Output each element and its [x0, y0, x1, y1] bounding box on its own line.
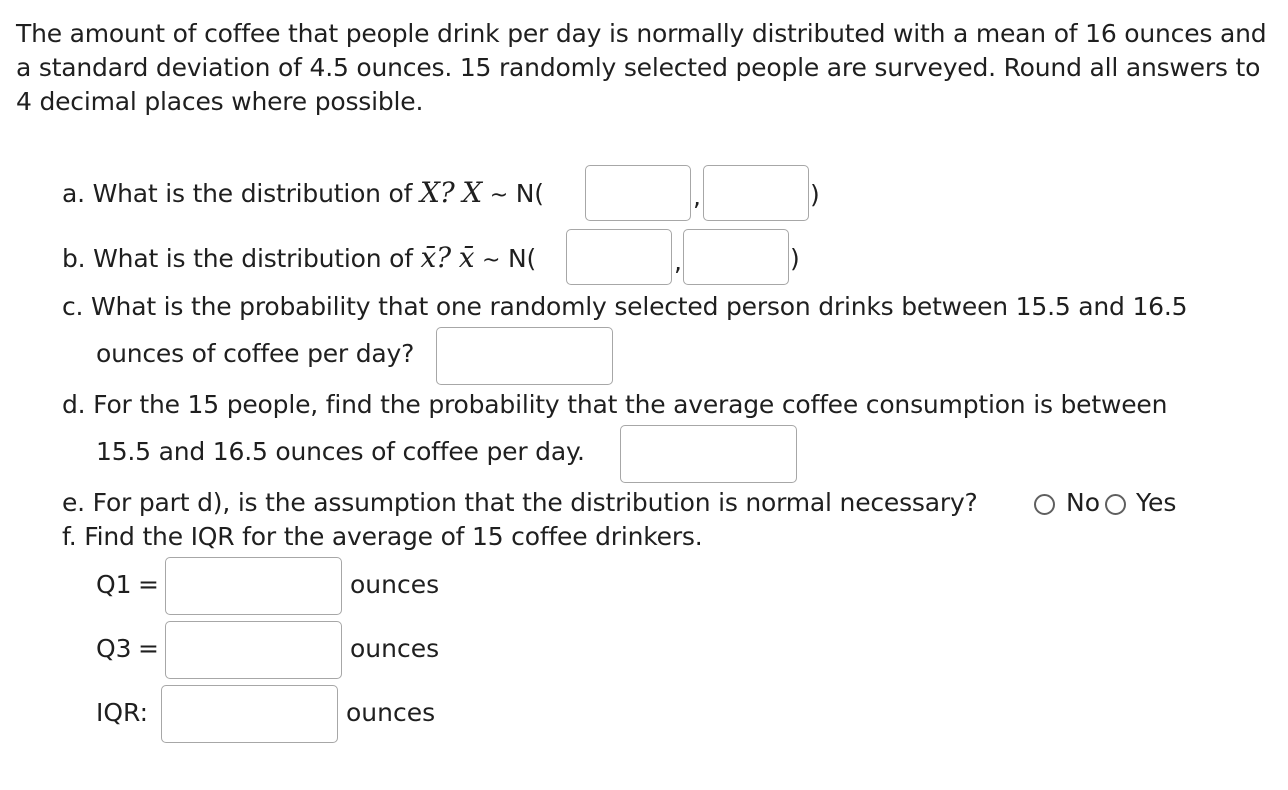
question-c-line2: ounces of coffee per day?: [96, 339, 415, 368]
iqr-input[interactable]: [161, 685, 338, 743]
b-comma: ,: [674, 247, 682, 276]
option-yes-label: Yes: [1136, 488, 1177, 517]
option-no-label: No: [1066, 488, 1100, 517]
q1-unit: ounces: [350, 570, 440, 599]
tilde-symbol: ~: [489, 183, 509, 208]
a-comma: ,: [693, 182, 701, 211]
question-d-line1: d. For the 15 people, find the probability that the average coffee consumption is between: [62, 390, 1168, 419]
problem-statement: The amount of coffee that people drink per day is normally distributed with a mean of 16 ounces and a standard deviation of 4.5 ounces. 15 randomly selected people are surveyed. Round all answers to 4 decimal places where possible.: [16, 19, 1267, 116]
question-d-line2: 15.5 and 16.5 ounces of coffee per day.: [96, 437, 585, 466]
variable-xbar: x̄: [420, 241, 437, 274]
question-c-line1: c. What is the probability that one randomly selected person drinks between 15.5 and 16.5: [62, 292, 1188, 321]
variable-xbar-2: x̄: [458, 241, 475, 274]
question-a: [62, 176, 544, 209]
q3-input[interactable]: [165, 621, 342, 679]
a-close-paren: ): [810, 180, 820, 209]
q1-label: Q1: [96, 570, 132, 599]
tilde-symbol: ~: [482, 248, 501, 273]
question-b: [62, 241, 536, 274]
b-close-paren: ): [790, 244, 800, 273]
variable-x-2: X: [462, 176, 483, 209]
question-a-text: a. What is the distribution of: [62, 179, 420, 208]
q1-equals: =: [138, 570, 159, 599]
d-probability-input[interactable]: [620, 425, 797, 483]
radio-no[interactable]: [1034, 494, 1055, 515]
variable-x: X: [420, 176, 440, 209]
q3-unit: ounces: [350, 634, 440, 663]
c-probability-input[interactable]: [436, 327, 613, 385]
question-mark: ?: [439, 176, 455, 209]
q1-input[interactable]: [165, 557, 342, 615]
a-mean-input[interactable]: [585, 165, 691, 221]
question-e: e. For part d), is the assumption that the distribution is normal necessary?: [62, 488, 978, 517]
b-sd-input[interactable]: [683, 229, 789, 285]
q3-equals: =: [138, 634, 159, 663]
question-mark: ?: [436, 241, 451, 274]
question-f: f. Find the IQR for the average of 15 coffee drinkers.: [62, 522, 703, 551]
q3-label: Q3: [96, 634, 132, 663]
iqr-label: IQR:: [96, 698, 149, 727]
question-b-text: b. What is the distribution of: [62, 244, 421, 273]
radio-yes[interactable]: [1105, 494, 1126, 515]
normal-open: N(: [515, 179, 544, 208]
normal-open: N(: [508, 244, 537, 273]
a-sd-input[interactable]: [703, 165, 809, 221]
iqr-unit: ounces: [346, 698, 436, 727]
b-mean-input[interactable]: [566, 229, 672, 285]
